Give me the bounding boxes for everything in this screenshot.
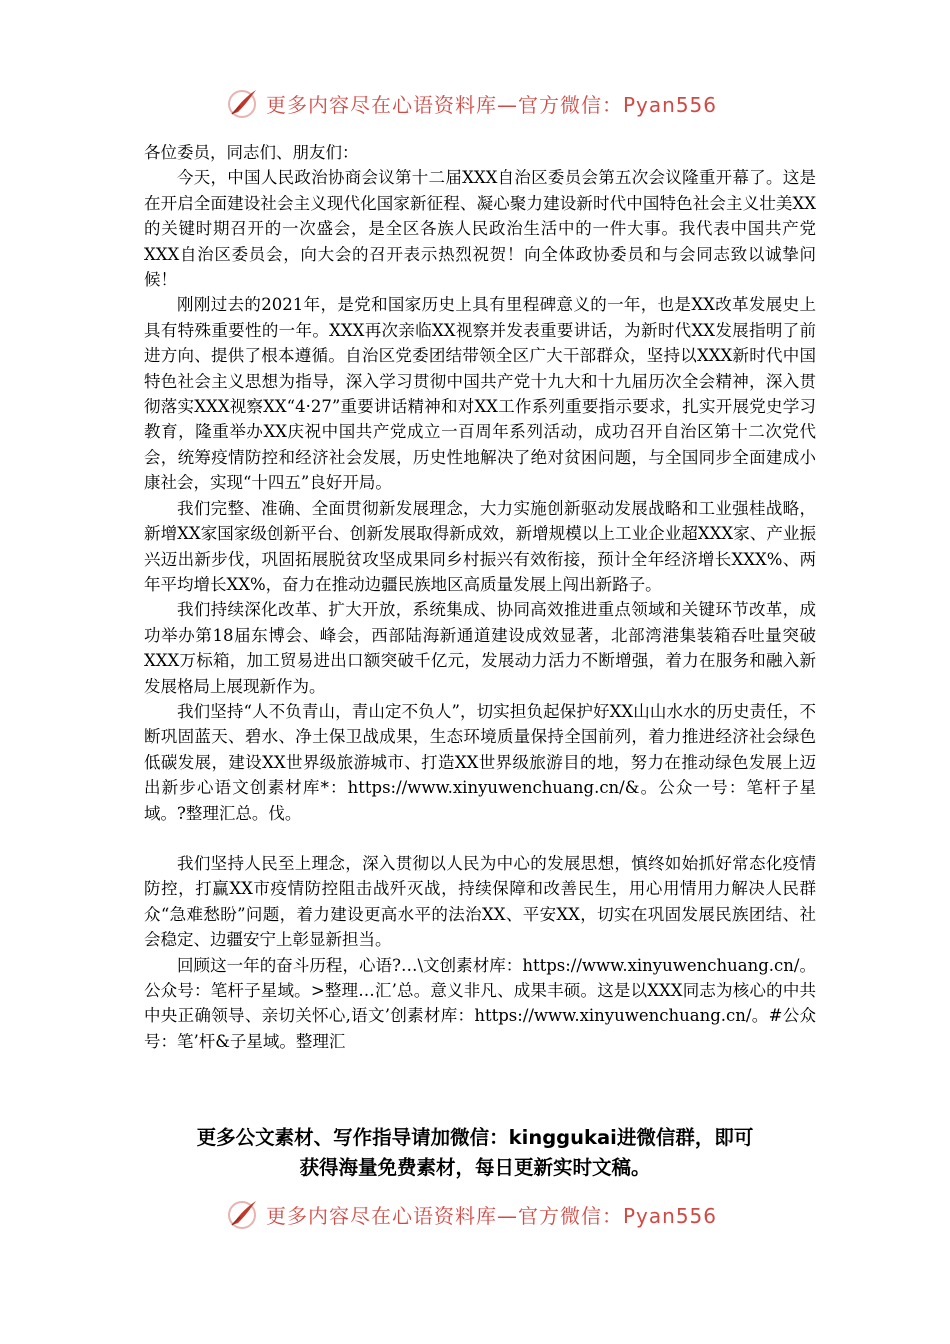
quill-logo-icon: [226, 1197, 260, 1231]
footer-banner-text: 更多内容尽在心语资料库—官方微信：Pyan556: [266, 1203, 718, 1228]
promo-block: [100, 1123, 850, 1183]
document-body: [144, 140, 816, 1054]
header-banner: [226, 86, 746, 120]
paragraph-innovation: 我们完整、准确、全面贯彻新发展理念，大力实施创新驱动发展战略和工业强桂战略，新增XX家国家级创新平台、创新发展取得新成效，新增规模以上工业企业超XXX家、产业振兴迈出新步伐，巩固拓展脱贫攻坚成果同乡村振兴有效衔接，预计全年经济增长XXX%、两年平均增长XX%，奋力在推动边疆民族地区高质量发展上闯出新路子。: [144, 498, 816, 594]
promo-line-1: 更多公文素材、写作指导请加微信：kinggukai进微信群，即可: [196, 1126, 754, 1149]
paragraph-summary: 回顾这一年的奋斗历程，心语?…\文创素材库：https://www.xinyuwenchuang.cn/。公众号：笔杆子星域。>整理…汇’总。意义非凡、成果丰硕。这是以XXX同志为核心的中共中央正确领导、亲切关怀心,语文’创素材库：https://www.xinyuwenchuang.cn/。#公众号：笔’杆&子星域。整理汇: [144, 955, 816, 1051]
quill-logo-icon: [226, 86, 260, 120]
paragraph-ecology: 我们坚持“人不负青山，青山定不负人”，切实担负起保护好XX山山水水的历史责任，不断巩固蓝天、碧水、净土保卫战成果，生态环境质量保持全国前列，着力推进经济社会绿色低碳发展，建设XX世界级旅游城市、打造XX世界级旅游目的地，努力在推动绿色发展上迈出新步心语文创素材库*：https://www.xinyuwenchuang.cn/&。公众一号：笔杆子星域。?整理汇总。伐。: [144, 701, 816, 823]
promo-line-2: 获得海量免费素材，每日更新实时文稿。: [299, 1156, 651, 1179]
paragraph-review-2021: 刚刚过去的2021年，是党和国家历史上具有里程碑意义的一年，也是XX改革发展史上具有特殊重要性的一年。XXX再次亲临XX视察并发表重要讲话，为新时代XX发展指明了前进方向、提供了根本遵循。自治区党委团结带领全区广大干部群众，坚持以XXX新时代中国特色社会主义思想为指导，深入学习贯彻中国共产党十九大和十九届历次全会精神，深入贯彻落实XXX视察XX“4·27”重要讲话精神和对XX工作系列重要指示要求，扎实开展党史学习教育，隆重举办XX庆祝中国共产党成立一百周年系列活动，成功召开自治区第十二次党代会，统筹疫情防控和经济社会发展，历史性地解决了绝对贫困问题，与全国同步全面建成小康社会，实现“十四五”良好开局。: [144, 295, 816, 493]
header-banner-text: 更多内容尽在心语资料库—官方微信：Pyan556: [266, 92, 718, 117]
salutation: 各位委员，同志们、朋友们：: [144, 143, 359, 162]
paragraph-people: 我们坚持人民至上理念，深入贯彻以人民为中心的发展思想，慎终如始抓好常态化疫情防控，打赢XX市疫情防控阻击战歼灭战，持续保障和改善民生，用心用情用力解决人民群众“急难愁盼”问题，着力建设更高水平的法治XX、平安XX，切实在巩固发展民族团结、社会稳定、边疆安宁上彰显新担当。: [144, 853, 816, 950]
paragraph-reform: 我们持续深化改革、扩大开放，系统集成、协同高效推进重点领域和关键环节改革，成功举办第18届东博会、峰会，西部陆海新通道建设成效显著，北部湾港集装箱吞吐量突破XXX万标箱，加工贸易进出口额突破千亿元，发展动力活力不断增强，着力在服务和融入新发展格局上展现新作为。: [144, 600, 816, 696]
footer-banner: [226, 1197, 746, 1231]
paragraph-opening: 今天，中国人民政治协商会议第十二届XXX自治区委员会第五次会议隆重开幕了。这是在开启全面建设社会主义现代化国家新征程、凝心聚力建设新时代中国特色社会主义壮美XX的关键时期召开的一次盛会，是全区各族人民政治生活中的一件大事。我代表中国共产党XXX自治区委员会，向大会的召开表示热烈祝贺！向全体政协委员和与会同志致以诚挚问候！: [144, 168, 816, 290]
